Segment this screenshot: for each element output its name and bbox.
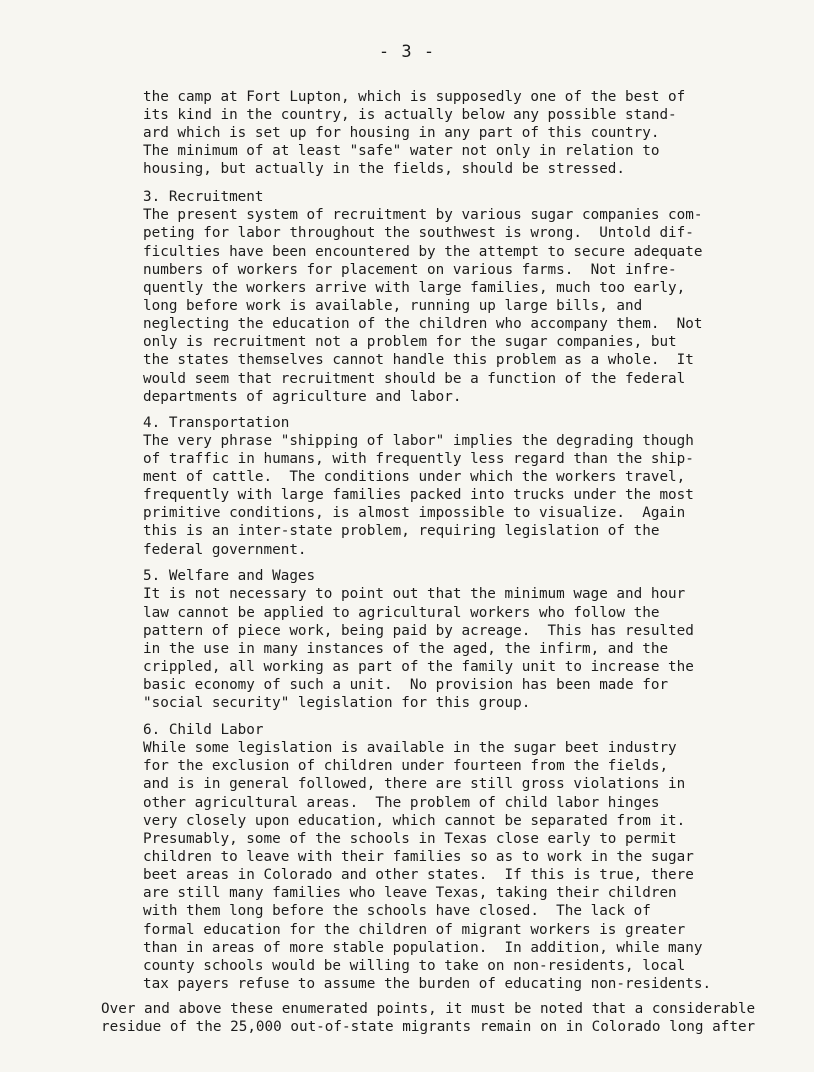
section-line: children to leave with their families so as to work in the sugar: [143, 849, 694, 866]
section-line: crippled, all working as part of the family unit to increase the: [143, 658, 694, 675]
section-line: are still many families who leave Texas, taking their children: [143, 885, 677, 902]
section-heading-transportation: 4. Transportation: [143, 414, 290, 431]
section-line: primitive conditions, is almost impossible to visualize. Again: [143, 505, 686, 522]
section-line: pattern of piece work, being paid by acreage. This has resulted: [143, 622, 694, 639]
section-line: than in areas of more stable population. In addition, while many: [143, 939, 703, 956]
section-line: long before work is available, running up large bills, and: [143, 298, 643, 314]
section-line: very closely upon education, which cannot be separated from it.: [143, 812, 686, 829]
section-line: ficulties have been encountered by the attempt to secure adequate: [143, 243, 703, 260]
intro-line: ard which is set up for housing in any part of this country.: [143, 125, 660, 142]
section-line: basic economy of such a unit. No provision has been made for: [143, 677, 669, 694]
section-line: While some legislation is available in the sugar beet industry: [143, 740, 677, 757]
section-line: this is an inter-state problem, requiring legislation of the: [143, 523, 660, 540]
section-line: for the exclusion of children under fourteen from the fields,: [143, 758, 669, 775]
section-line: in the use in many instances of the aged, the infirm, and the: [143, 640, 669, 657]
section-line: county schools would be willing to take on non-residents, local: [143, 957, 686, 974]
section-line: departments of agriculture and labor.: [143, 388, 462, 405]
section-line: It is not necessary to point out that the minimum wage and hour: [143, 586, 686, 603]
section-line: formal education for the children of migrant workers is greater: [143, 921, 686, 938]
section-line: numbers of workers for placement on various farms. Not infre-: [143, 261, 677, 278]
section-line: only is recruitment not a problem for the sugar companies, but: [143, 334, 677, 351]
section-line: beet areas in Colorado and other states. If this is true, there: [143, 867, 694, 884]
section-line: with them long before the schools have closed. The lack of: [143, 903, 651, 920]
section-line: frequently with large families packed into trucks under the most: [143, 487, 694, 504]
section-line: "social security" legislation for this group.: [143, 695, 531, 712]
section-line: law cannot be applied to agricultural workers who follow the: [143, 604, 660, 621]
section-line: The present system of recruitment by various sugar companies com-: [143, 207, 703, 224]
section-line: neglecting the education of the children who accompany them. Not: [143, 316, 703, 333]
page-number: - 3 -: [378, 42, 436, 62]
closing-line: residue of the 25,000 out-of-state migrants remain on in Colorado long after: [101, 1019, 756, 1036]
section-line: and is in general followed, there are still gross violations in: [143, 776, 686, 793]
section-line: Presumably, some of the schools in Texas close early to permit: [143, 830, 677, 847]
section-heading-welfare-and-wages: 5. Welfare and Wages: [143, 568, 316, 585]
section-line: peting for labor throughout the southwest is wrong. Untold dif-: [143, 225, 694, 242]
closing-line: Over and above these enumerated points, it must be noted that a considerable: [101, 1000, 756, 1017]
intro-line: its kind in the country, is actually below any possible stand-: [143, 107, 677, 123]
section-line: ment of cattle. The conditions under which the workers travel,: [143, 468, 686, 485]
section-line: federal government.: [143, 541, 307, 558]
intro-line: the camp at Fort Lupton, which is supposedly one of the best of: [143, 88, 686, 105]
section-heading-recruitment: 3. Recruitment: [143, 189, 264, 206]
intro-line: housing, but actually in the fields, should be stressed.: [143, 161, 626, 178]
intro-line: The minimum of at least "safe" water not only in relation to: [143, 143, 660, 160]
section-line: quently the workers arrive with large families, much too early,: [143, 279, 686, 296]
section-heading-child-labor: 6. Child Labor: [143, 722, 264, 739]
section-line: would seem that recruitment should be a function of the federal: [143, 370, 686, 387]
section-line: The very phrase "shipping of labor" implies the degrading though: [143, 432, 694, 449]
section-line: tax payers refuse to assume the burden of educating non-residents.: [143, 976, 712, 993]
section-line: of traffic in humans, with frequently less regard than the ship-: [143, 450, 694, 467]
section-line: the states themselves cannot handle this problem as a whole. It: [143, 352, 694, 369]
section-line: other agricultural areas. The problem of child labor hinges: [143, 794, 660, 811]
